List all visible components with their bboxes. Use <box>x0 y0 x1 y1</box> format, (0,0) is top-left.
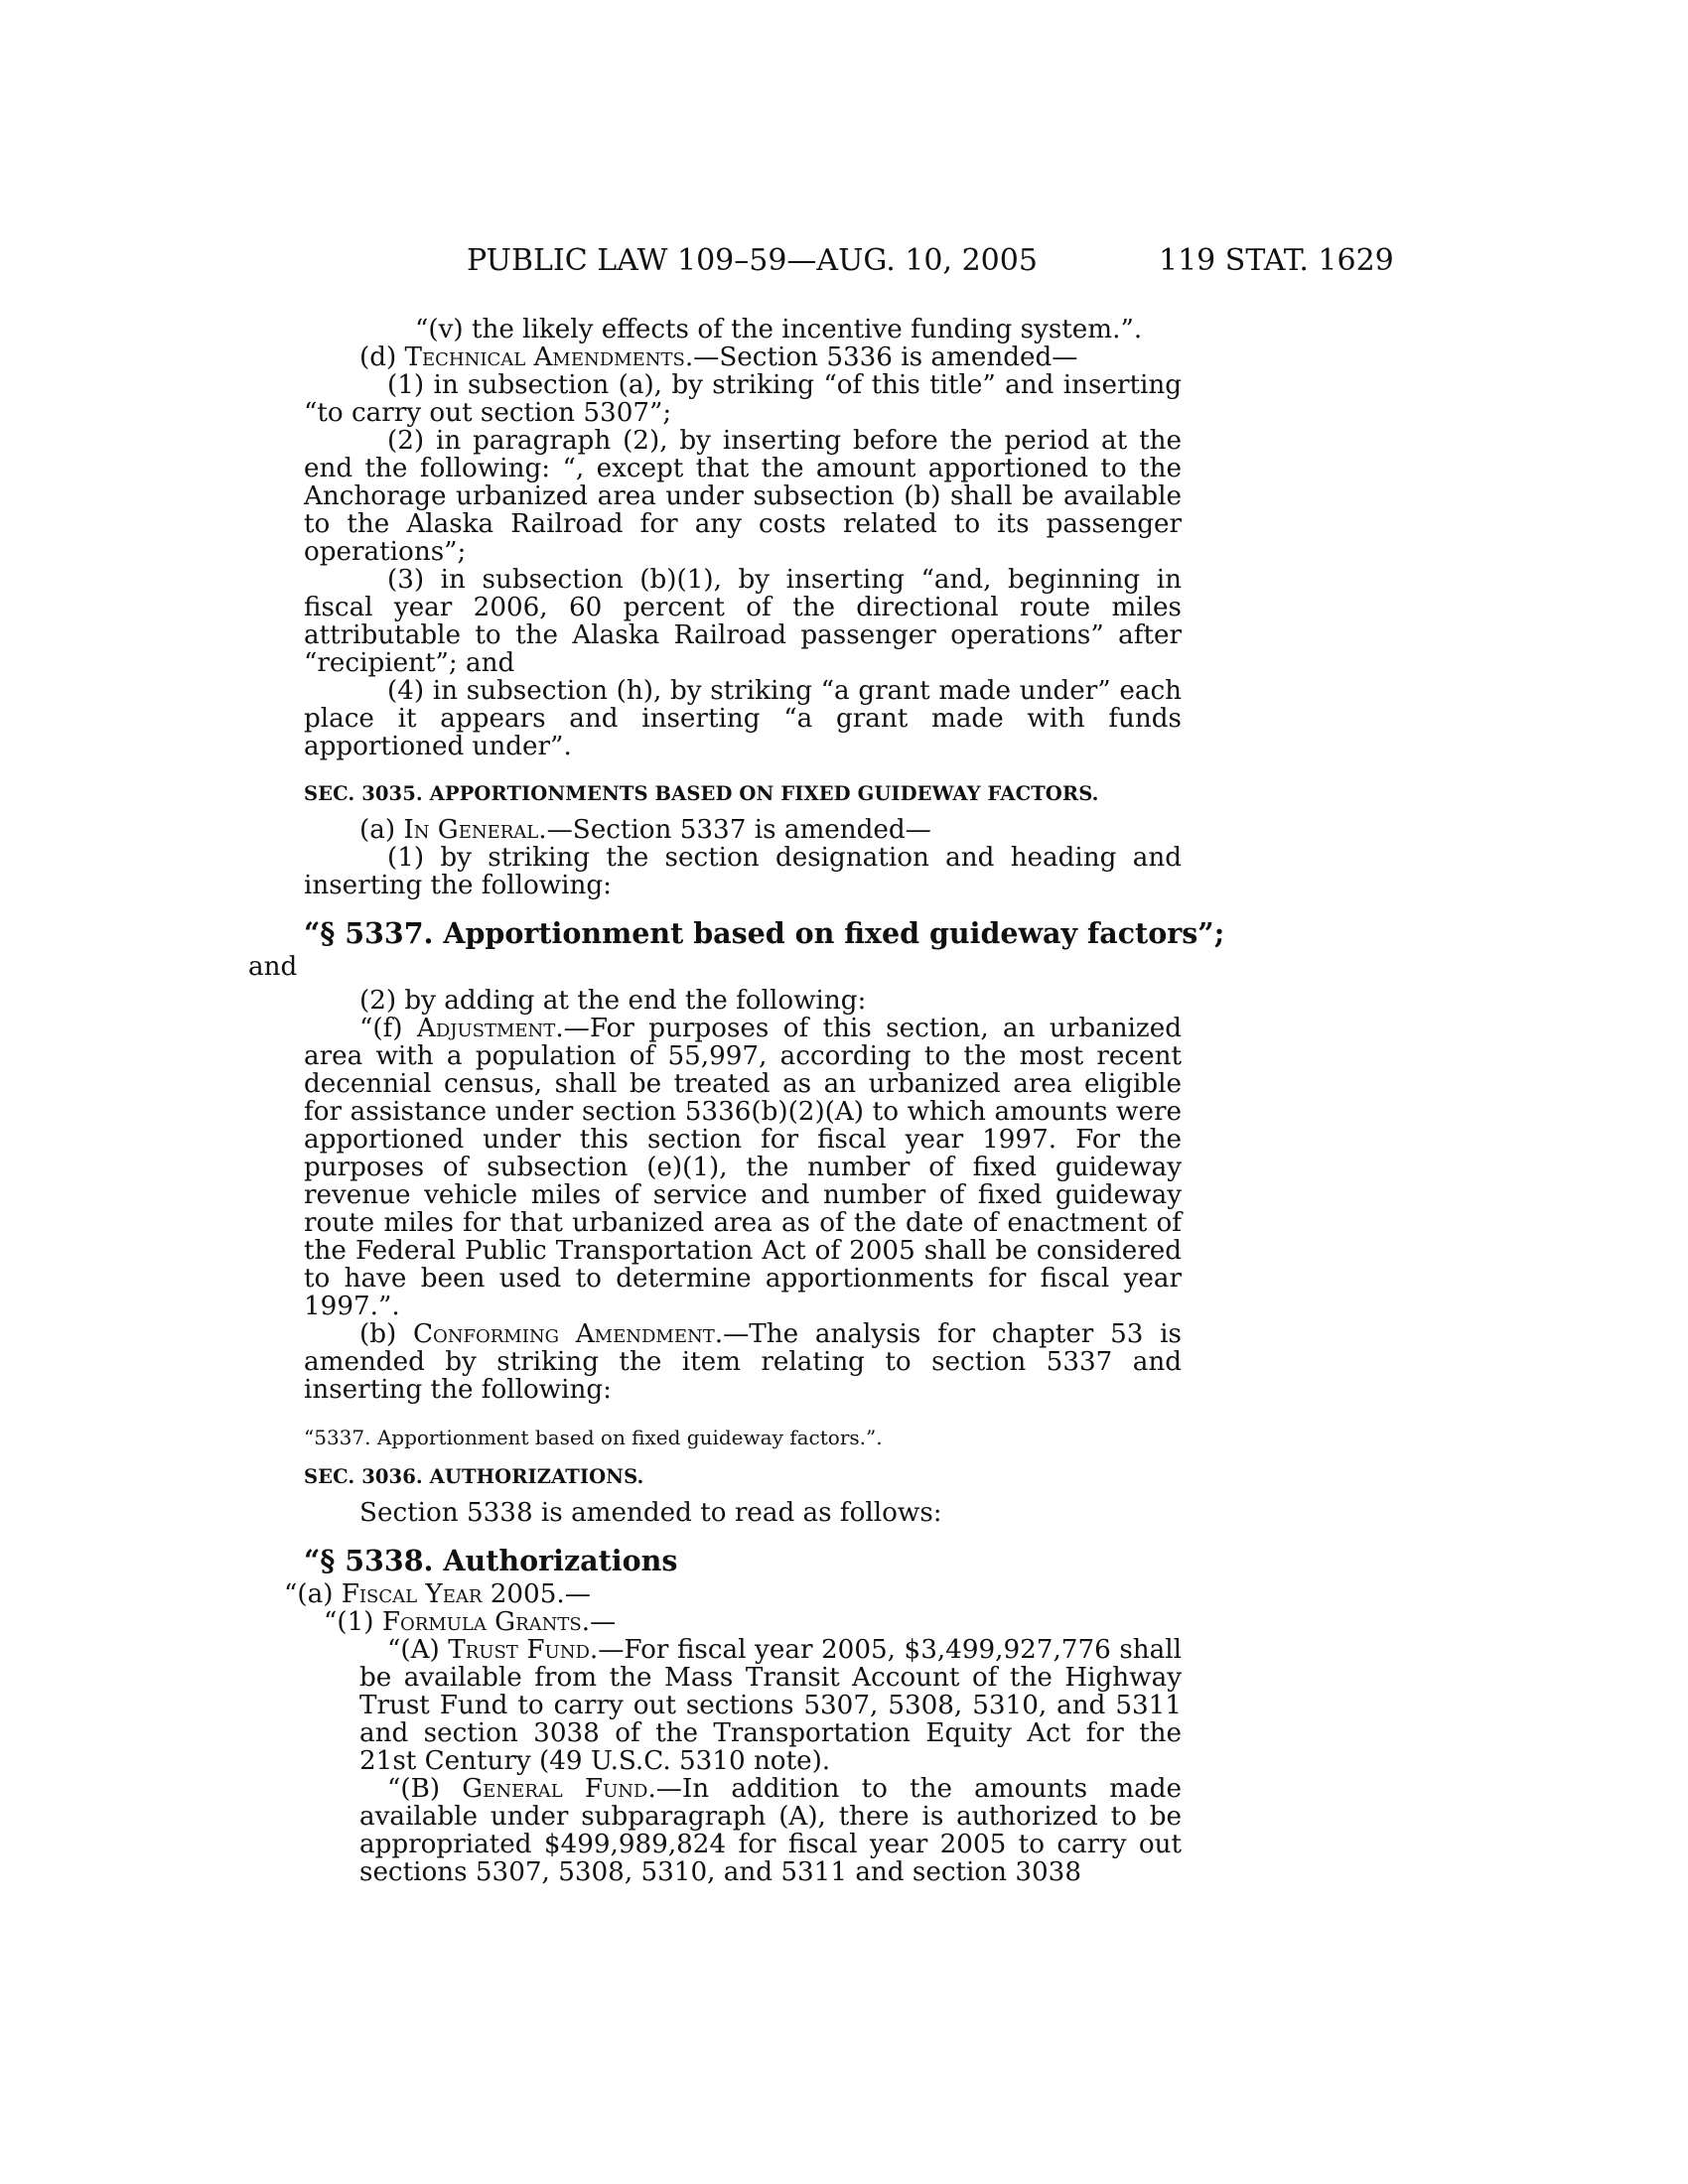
page-number: 119 STAT. 1629 <box>1159 243 1394 278</box>
paragraph-a-1-B-5338: “(B) General Fund.—In addition to the amounts made available under subparagraph (A), there is authorized to be appropriated $499,989,824 for fiscal year 2005 to carry out sections 5307, 5308, 5310, and 5311 and section 3038 <box>359 1774 1182 1887</box>
paragraph-3036: Section 5338 is amended to read as follows: <box>359 1498 942 1528</box>
paragraph-a-3035: (a) In General.—Section 5337 is amended— <box>359 815 931 845</box>
paragraph-d-1: (1) in subsection (a), by striking “of this title” and inserting “to carry out section 5307”; <box>304 370 1182 428</box>
paragraph-d-3: (3) in subsection (b)(1), by inserting “and, beginning in fiscal year 2006, 60 percent of the directional route miles attributable to the Alaska Railroad passenger operations” after “recipient”; and <box>304 565 1182 678</box>
paragraph-a-1-A-5338: “(A) Trust Fund.—For fiscal year 2005, $3,499,927,776 shall be available from the Mass Transit Account of the Highway Trust Fund to carry out sections 5307, 5308, 5310, and 5311 and section 3038 of the Transportation Equity Act for the 21st Century (49 U.S.C. 5310 note). <box>359 1635 1182 1776</box>
paragraph-d-4: (4) in subsection (h), by striking “a grant made under” each place it appears and inserting “a grant made with funds apportioned under”. <box>304 676 1182 761</box>
table-of-contents-item: “5337. Apportionment based on fixed guideway factors.”. <box>304 1426 883 1449</box>
paragraph-f-adjustment: “(f) Adjustment.—For purposes of this section, an urbanized area with a population of 55,997, according to the most recent decennial census, shall be treated as an urbanized area eligible for assistance under section 5336(b)(2)(A) to which amounts were apportioned under this section for fiscal year 1997. For the purposes of subsection (e)(1), the number of fixed guideway revenue vehicle miles of service and number of fixed guideway route miles for that urbanized area as of the date of enactment of the Federal Public Transportation Act of 2005 shall be considered to have been used to determine apportionments for fiscal year 1997.”. <box>304 1014 1182 1321</box>
running-header-title: PUBLIC LAW 109–59—AUG. 10, 2005 <box>467 243 1038 278</box>
paragraph-v: “(v) the likely effects of the incentive funding system.”. <box>415 315 1143 344</box>
paragraph-a-5338: “(a) Fiscal Year 2005.— <box>284 1579 591 1609</box>
paragraph-and: and <box>248 952 298 982</box>
paragraph-a-1-3035: (1) by striking the section designation and heading and inserting the following: <box>304 843 1182 900</box>
section-heading-3036: SEC. 3036. AUTHORIZATIONS. <box>304 1465 644 1488</box>
document-body <box>248 315 1225 1887</box>
code-section-heading-5337: “§ 5337. Apportionment based on fixed guideway factors”; <box>304 916 1225 950</box>
paragraph-d-2: (2) in paragraph (2), by inserting before the period at the end the following: “, except that the amount apportioned to the Anchorage urbanized area under subsection (b) shall be available to the Alaska Railroad for any costs related to its passenger operations”; <box>304 426 1182 567</box>
code-section-heading-5338: “§ 5338. Authorizations <box>304 1544 678 1577</box>
section-heading-3035: SEC. 3035. APPORTIONMENTS BASED ON FIXED GUIDEWAY FACTORS. <box>304 782 1099 805</box>
paragraph-d: (d) Technical Amendments.—Section 5336 is amended— <box>359 342 1078 372</box>
paragraph-a-1-5338: “(1) Formula Grants.— <box>324 1607 617 1637</box>
paragraph-a-2-3035: (2) by adding at the end the following: <box>359 986 867 1016</box>
paragraph-b-3035: (b) Conforming Amendment.—The analysis for chapter 53 is amended by striking the item relating to section 5337 and inserting the following: <box>304 1319 1183 1405</box>
